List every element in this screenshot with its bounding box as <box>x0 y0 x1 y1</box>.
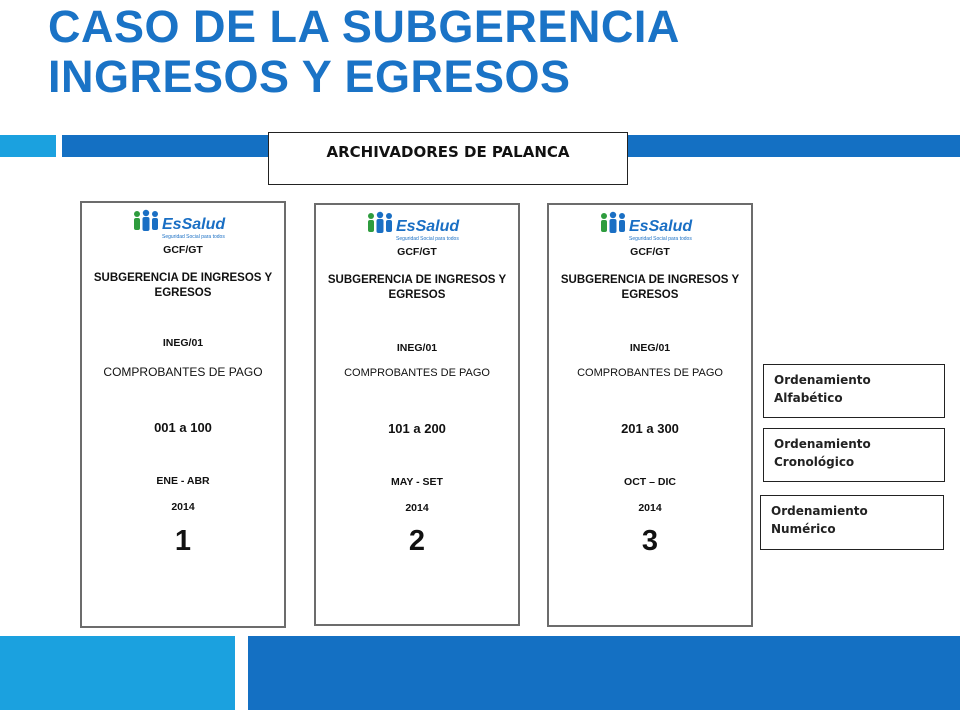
logo-brand: EsSalud <box>162 216 226 233</box>
card-subgerencia: SUBGERENCIA DE INGRESOS Y EGRESOS <box>93 272 273 299</box>
essalud-logo <box>316 211 518 245</box>
logo-brand: EsSalud <box>629 218 693 235</box>
card-range: 001 a 100 <box>154 420 212 435</box>
card-range: 101 a 200 <box>388 421 446 436</box>
card-code: INEG/01 <box>629 342 671 354</box>
card-number: 3 <box>641 525 659 557</box>
card-org: GCF/GT <box>630 246 670 258</box>
card-doc: COMPROBANTES DE PAGO <box>344 367 490 379</box>
logo-tagline: Seguridad Social para todos <box>162 234 225 240</box>
card-number: 2 <box>408 525 426 557</box>
card-year: 2014 <box>171 501 195 513</box>
logo-brand: EsSalud <box>396 218 460 235</box>
logo-tagline: Seguridad Social para todos <box>396 236 459 242</box>
binder-card-1 <box>80 201 286 628</box>
card-doc: COMPROBANTES DE PAGO <box>103 365 263 379</box>
card-period: MAY - SET <box>391 476 443 488</box>
binder-card-3 <box>547 203 753 627</box>
orden-alfabetico-label: Ordenamiento Alfabético <box>774 373 871 405</box>
card-year: 2014 <box>405 502 429 514</box>
slide-title <box>48 2 908 102</box>
essalud-logo <box>549 211 751 245</box>
orden-numerico-box <box>760 495 944 550</box>
card-year: 2014 <box>638 502 662 514</box>
card-range: 201 a 300 <box>621 421 679 436</box>
orden-alfabetico-box <box>763 364 945 418</box>
card-code: INEG/01 <box>162 337 204 349</box>
logo-tagline: Seguridad Social para todos <box>629 236 692 242</box>
archivadores-label: ARCHIVADORES DE PALANCA <box>326 143 570 161</box>
binder-card-2 <box>314 203 520 626</box>
orden-numerico-label: Ordenamiento Numérico <box>771 504 868 536</box>
card-subgerencia: SUBGERENCIA DE INGRESOS Y EGRESOS <box>327 274 507 301</box>
card-code: INEG/01 <box>396 342 438 354</box>
essalud-logo <box>82 209 284 243</box>
bottom-bar-accent <box>0 636 235 710</box>
card-period: OCT – DIC <box>624 476 676 488</box>
card-number: 1 <box>174 525 192 557</box>
archivadores-label-box <box>268 132 628 185</box>
bottom-bar <box>248 636 960 710</box>
card-subgerencia: SUBGERENCIA DE INGRESOS Y EGRESOS <box>560 274 740 301</box>
orden-cronologico-label: Ordenamiento Cronológico <box>774 437 871 469</box>
slide-title-line2: INGRESOS Y EGRESOS <box>48 51 571 102</box>
card-org: GCF/GT <box>397 246 437 258</box>
card-doc: COMPROBANTES DE PAGO <box>577 367 723 379</box>
top-bar-accent <box>0 135 56 157</box>
orden-cronologico-box <box>763 428 945 482</box>
card-period: ENE - ABR <box>156 475 210 487</box>
slide-title-line1: CASO DE LA SUBGERENCIA <box>48 1 680 52</box>
card-org: GCF/GT <box>163 244 203 256</box>
